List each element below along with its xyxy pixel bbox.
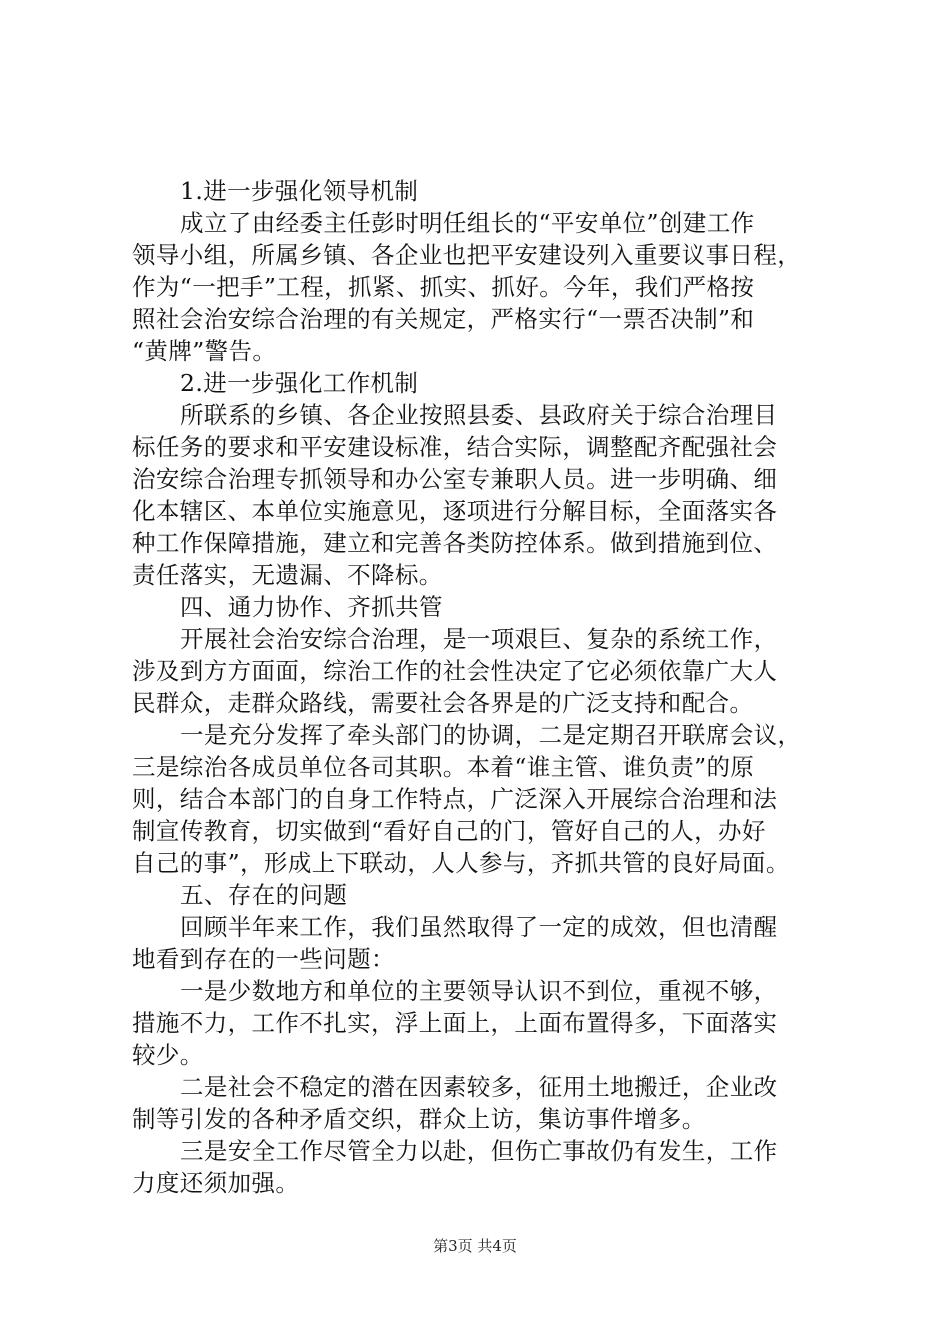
- paragraph-line: “黄牌”警告。: [132, 337, 277, 365]
- paragraph-line: 民群众，走群众路线，需要社会各界是的广泛支持和配合。: [132, 689, 754, 717]
- paragraph-line: 自己的事”，形成上下联动，人人参与，齐抓共管的良好局面。: [132, 849, 790, 877]
- paragraph-line: 地看到存在的一些问题：: [132, 945, 395, 973]
- paragraph-line: 标任务的要求和平安建设标准，结合实际，调整配齐配强社会: [132, 433, 778, 461]
- paragraph-line: 力度还须加强。: [132, 1169, 300, 1197]
- paragraph-line: 所联系的乡镇、各企业按照县委、县政府关于综合治理目: [180, 401, 778, 429]
- paragraph-line: 三是综治各成员单位各司其职。本着“谁主管、谁负责”的原: [132, 753, 755, 781]
- paragraph-line: 制等引发的各种矛盾交织，群众上访，集访事件增多。: [132, 1105, 706, 1133]
- section-heading-5: 五、存在的问题: [180, 881, 348, 909]
- paragraph-line: 二是社会不稳定的潜在因素较多，征用土地搬迁，企业改: [180, 1073, 778, 1101]
- paragraph-line: 涉及到方方面面，综治工作的社会性决定了它必须依靠广大人: [132, 657, 778, 685]
- paragraph-line: 领导小组，所属乡镇、各企业也把平安建设列入重要议事日程，: [132, 241, 802, 269]
- paragraph-line: 作为“一把手”工程，抓紧、抓实、抓好。今年，我们严格按: [132, 273, 755, 301]
- paragraph-line: 较少。: [132, 1041, 204, 1069]
- paragraph-line: 照社会治安综合治理的有关规定，严格实行“一票否决制”和: [132, 305, 755, 333]
- paragraph-line: 措施不力，工作不扎实，浮上面上，上面布置得多，下面落实: [132, 1009, 778, 1037]
- paragraph-line: 三是安全工作尽管全力以赴，但伤亡事故仍有发生，工作: [180, 1137, 778, 1165]
- paragraph-line: 成立了由经委主任彭时明任组长的“平安单位”创建工作: [180, 209, 755, 237]
- paragraph-line: 开展社会治安综合治理，是一项艰巨、复杂的系统工作，: [180, 625, 778, 653]
- heading-2: 2.进一步强化工作机制: [180, 369, 419, 397]
- paragraph-line: 则，结合本部门的自身工作特点，广泛深入开展综合治理和法: [132, 785, 778, 813]
- paragraph-line: 责任落实，无遗漏、不降标。: [132, 561, 443, 589]
- page-footer: 第3页 共4页: [433, 1237, 517, 1255]
- paragraph-line: 种工作保障措施，建立和完善各类防控体系。做到措施到位、: [132, 529, 778, 557]
- paragraph-line: 治安综合治理专抓领导和办公室专兼职人员。进一步明确、细: [132, 465, 778, 493]
- paragraph-line: 一是少数地方和单位的主要领导认识不到位，重视不够，: [180, 977, 778, 1005]
- paragraph-line: 制宣传教育，切实做到“看好自己的门，管好自己的人，办好: [132, 817, 766, 845]
- section-heading-4: 四、通力协作、齐抓共管: [180, 593, 443, 621]
- paragraph-line: 回顾半年来工作，我们虽然取得了一定的成效，但也清醒: [180, 913, 778, 941]
- paragraph-line: 化本辖区、本单位实施意见，逐项进行分解目标，全面落实各: [132, 497, 778, 525]
- paragraph-line: 一是充分发挥了牵头部门的协调，二是定期召开联席会议，: [180, 721, 802, 749]
- heading-1: 1.进一步强化领导机制: [180, 177, 419, 205]
